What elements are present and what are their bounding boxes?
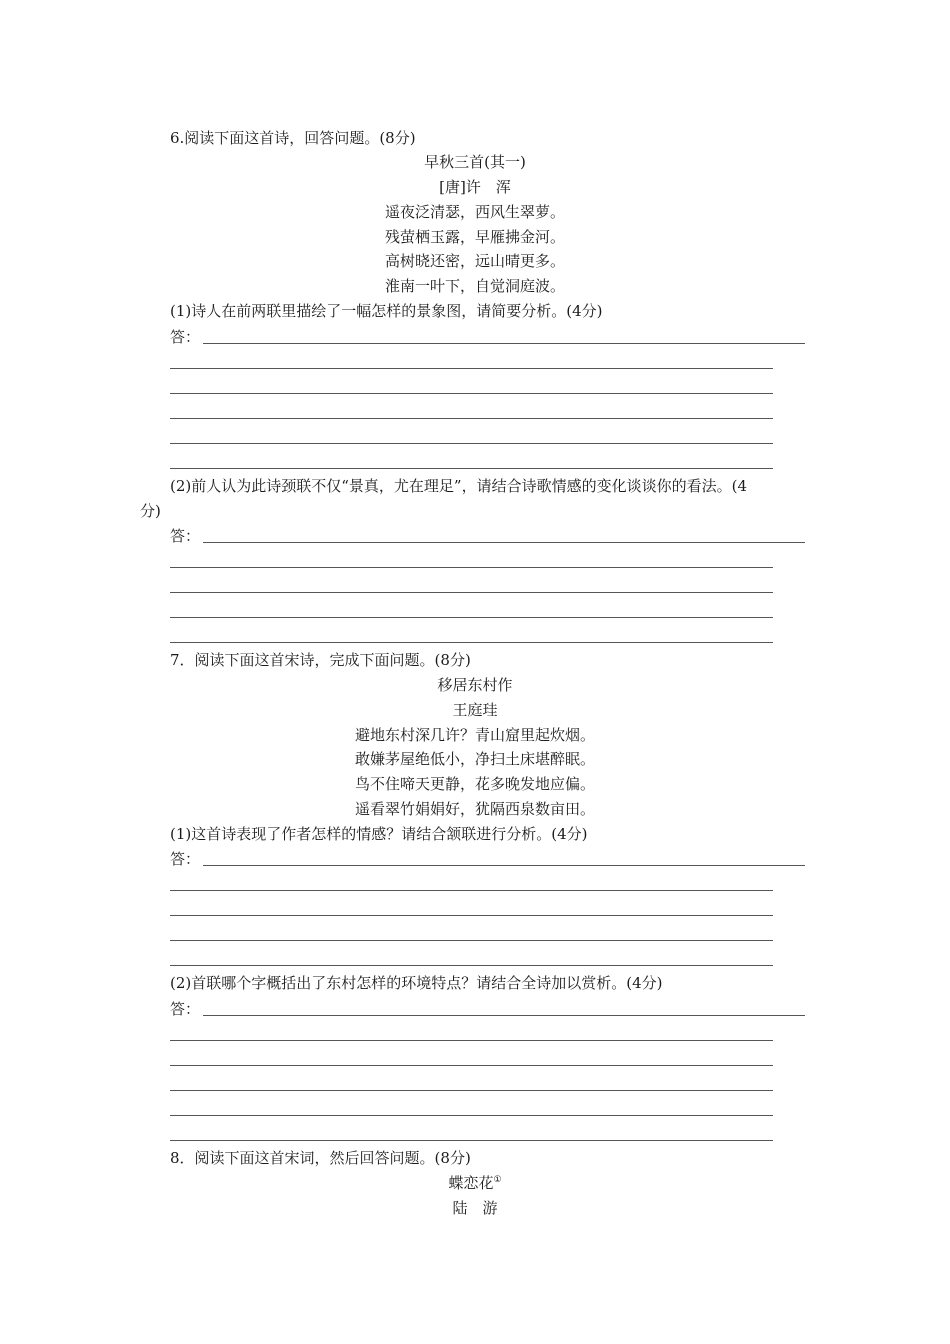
answer-label: 答：	[170, 328, 201, 346]
q8-poem-author: 陆 游	[452, 1199, 498, 1217]
answer-line[interactable]	[170, 418, 773, 419]
answer-line[interactable]	[170, 642, 773, 643]
q6-sub1-question: (1)诗人在前两联里描绘了一幅怎样的景象图，请简要分析。(4分)	[170, 302, 603, 320]
q8-poem-title	[0, 1173, 950, 1193]
answer-line[interactable]	[170, 567, 773, 568]
q6-poem-line: 遥夜泛清瑟，西风生翠萝。	[384, 203, 565, 221]
answer-line[interactable]	[170, 1090, 773, 1091]
q6-sub2-question: (2)前人认为此诗颈联不仅“景真，尤在理足”，请结合诗歌情感的变化谈谈你的看法。(4	[170, 477, 747, 495]
q7-sub2-question: (2)首联哪个字概括出了东村怎样的环境特点？请结合全诗加以赏析。(4分)	[170, 974, 663, 992]
answer-line[interactable]	[170, 443, 773, 444]
answer-line[interactable]	[170, 468, 773, 469]
q8-prompt: 8．阅读下面这首宋词，然后回答问题。(8分)	[170, 1149, 471, 1167]
q7-poem-line: 避地东村深几许？青山窟里起炊烟。	[354, 726, 595, 744]
answer-label: 答：	[170, 527, 201, 545]
answer-line[interactable]	[170, 1065, 773, 1066]
q6-poem-line: 高树晓还密，远山晴更多。	[384, 252, 565, 270]
answer-line[interactable]	[203, 865, 805, 866]
q6-sub2-question-cont: 分)	[140, 502, 161, 520]
answer-line[interactable]	[203, 542, 805, 543]
answer-line[interactable]	[170, 915, 773, 916]
q7-poem-line: 遥看翠竹娟娟好，犹隔西泉数亩田。	[354, 800, 595, 818]
q6-poem-title: 早秋三首(其一)	[424, 153, 526, 171]
q7-poem-line: 鸟不住啼天更静，花多晚发地应偏。	[354, 775, 595, 793]
q7-poem-line: 敢嫌茅屋绝低小，净扫土床堪醉眠。	[354, 750, 595, 768]
answer-line[interactable]	[170, 965, 773, 966]
answer-line[interactable]	[170, 890, 773, 891]
answer-line[interactable]	[170, 617, 773, 618]
q7-prompt: 7．阅读下面这首宋诗，完成下面问题。(8分)	[170, 651, 471, 669]
q6-poem-line: 淮南一叶下，自觉洞庭波。	[384, 277, 565, 295]
answer-line[interactable]	[170, 393, 773, 394]
answer-line[interactable]	[170, 1115, 773, 1116]
answer-line[interactable]	[170, 940, 773, 941]
answer-line[interactable]	[170, 592, 773, 593]
answer-label: 答：	[170, 1000, 201, 1018]
q8-poem-title-text: 蝶恋花	[448, 1174, 494, 1192]
q6-prompt: 6.阅读下面这首诗，回答问题。(8分)	[170, 129, 416, 147]
q7-poem-author: 王庭珪	[452, 701, 498, 719]
q7-sub1-question: (1)这首诗表现了作者怎样的情感？请结合颔联进行分析。(4分)	[170, 825, 588, 843]
footnote-marker: ①	[493, 1175, 502, 1185]
q6-poem-line: 残萤栖玉露，早雁拂金河。	[384, 228, 565, 246]
q6-poem-author: [唐]许 浑	[439, 178, 511, 196]
answer-line[interactable]	[170, 368, 773, 369]
answer-line[interactable]	[203, 343, 805, 344]
answer-line[interactable]	[170, 1040, 773, 1041]
answer-line[interactable]	[170, 1140, 773, 1141]
answer-line[interactable]	[203, 1015, 805, 1016]
q7-poem-title: 移居东村作	[437, 676, 513, 694]
answer-label: 答：	[170, 850, 201, 868]
